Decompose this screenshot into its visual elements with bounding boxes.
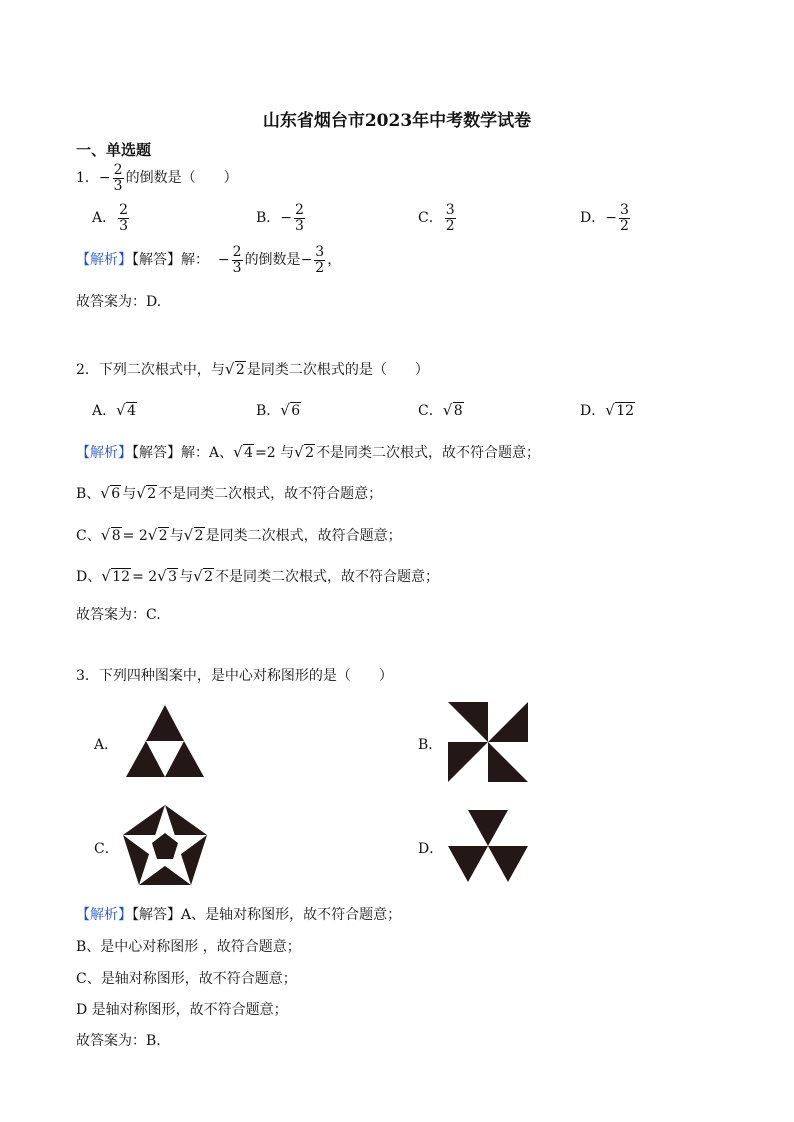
radicand: 3 (168, 569, 178, 585)
line-mid: 与 (179, 569, 194, 585)
analysis-neg: − (300, 252, 313, 269)
analysis-den: 2 (315, 259, 325, 276)
q1-option-c (418, 203, 458, 233)
figure-d-top-triangle (468, 810, 508, 846)
sqrt (606, 403, 635, 419)
sqrt (102, 569, 131, 585)
analysis-fraction (314, 245, 325, 275)
figure-d-triforce-inverted (444, 808, 532, 884)
figure-b-blade-3 (488, 742, 528, 782)
q1-option-a (92, 203, 131, 233)
q1-num: 2 (113, 162, 123, 178)
figure-b-blade-2 (488, 702, 528, 742)
q3-label-c: C． (94, 841, 119, 857)
q2-analysis-line2 (76, 483, 382, 503)
q2-stem-a: 下列二次根式中，与 (98, 362, 225, 378)
analysis-tag: 【解析】 (76, 252, 132, 269)
q3-label-d: D． (418, 841, 444, 857)
option-den: 3 (119, 217, 129, 234)
q3-number: 3． (76, 668, 99, 684)
radicand: 2 (204, 569, 213, 585)
analysis-den: 3 (232, 259, 242, 276)
q1-analysis (76, 245, 341, 275)
radicand: 8 (111, 528, 121, 544)
analysis-num: 2 (232, 244, 242, 260)
radicand: 4 (244, 445, 254, 461)
q1-neg: − (98, 170, 111, 187)
option-fraction (619, 203, 630, 233)
analysis-num: 3 (315, 244, 325, 260)
radicand: 2 (194, 528, 204, 544)
line-text: 【解答】A、是轴对称图形，故不符合题意； (132, 907, 402, 923)
sqrt (101, 486, 121, 502)
line-mid: = 2 (132, 569, 158, 585)
q3-stem-text: 下列四种图案中，是中心对称图形的是（ ） (98, 668, 393, 684)
option-label: B． (256, 210, 281, 227)
analysis-tag: 【解析】 (76, 445, 132, 461)
radicand: 2 (147, 486, 157, 502)
q2-option-d (580, 400, 636, 420)
sqrt (295, 445, 315, 461)
q3-label-a: A． (94, 737, 119, 753)
line-tail: 不是同类二次根式，故不符合题意； (158, 486, 383, 502)
analysis-neg: − (217, 252, 230, 269)
line-tail: 不是同类二次根式，故不符合题意； (215, 569, 439, 585)
option-label: D． (580, 210, 606, 227)
analysis-head: 【解答】解： (132, 252, 209, 269)
sqrt (226, 362, 246, 378)
radicand: 2 (235, 362, 245, 378)
analysis-mid: 的倒数是 (244, 252, 301, 269)
radicand: 12 (616, 403, 635, 419)
q3-label-b: B． (418, 737, 443, 753)
line-head: C、 (76, 528, 101, 544)
q1-fraction (113, 163, 124, 193)
option-neg: − (280, 210, 293, 227)
option-fraction (445, 203, 456, 233)
line-mid: = 2 (122, 528, 148, 544)
sqrt (158, 569, 178, 585)
option-label: D． (580, 403, 606, 419)
q2-stem (76, 359, 429, 379)
option-num: 2 (119, 202, 129, 218)
q1-number: 1． (76, 170, 99, 187)
option-label: C． (418, 210, 443, 227)
q2-answer: 故答案为：C. (76, 607, 161, 623)
q1-den: 3 (113, 177, 123, 194)
line-mid: 与 (122, 486, 137, 502)
page-title: 山东省烟台市2023年中考数学试卷 (262, 111, 532, 131)
sqrt (185, 528, 205, 544)
radicand: 12 (112, 569, 131, 585)
radicand: 2 (305, 445, 315, 461)
q2-analysis-line1 (76, 442, 540, 462)
q1-option-d (580, 203, 632, 233)
sqrt (234, 445, 254, 461)
option-den: 2 (445, 217, 455, 234)
figure-a-left-triangle (126, 741, 165, 777)
line-mid: 与 (169, 528, 184, 544)
option-den: 3 (295, 217, 304, 234)
line-head: D、 (76, 569, 102, 585)
sqrt (194, 569, 214, 585)
line-tail: 不是同类二次根式，故不符合题意； (316, 445, 541, 461)
option-den: 2 (619, 217, 629, 234)
option-neg: − (605, 210, 617, 227)
q3-stem (76, 665, 393, 685)
analysis-end: ， (327, 252, 342, 269)
q2-option-a (92, 400, 138, 420)
sqrt (444, 403, 464, 419)
sqrt (102, 528, 122, 544)
radicand: 2 (158, 528, 168, 544)
option-fraction (118, 203, 129, 233)
q2-analysis-line3 (76, 525, 402, 545)
sqrt (281, 403, 301, 419)
option-label: B． (256, 403, 281, 419)
line-head: 【解答】解：A、 (132, 445, 234, 461)
line-mid: =2 与 (255, 445, 295, 461)
q2-option-b (256, 400, 302, 420)
figure-d-left-triangle (448, 846, 488, 882)
option-label: A． (92, 403, 117, 419)
q3-analysis-line4: D 是轴对称图形，故不符合题意； (76, 1002, 288, 1018)
sqrt (137, 486, 157, 502)
figure-b-blade-4 (448, 742, 488, 782)
q2-option-c (418, 400, 465, 420)
figure-b-blade-1 (448, 702, 488, 742)
option-fraction (294, 203, 305, 233)
q3-analysis-line3: C、是轴对称图形，故不符合题意； (76, 971, 297, 987)
q1-stem (76, 163, 238, 193)
q3-answer: 故答案为：B. (76, 1033, 161, 1049)
radicand: 6 (291, 403, 301, 419)
sqrt (149, 528, 169, 544)
option-num: 3 (619, 202, 629, 218)
q1-answer: 故答案为：D. (76, 294, 162, 310)
analysis-fraction (232, 245, 243, 275)
option-label: A． (92, 210, 117, 227)
figure-c-pentagon-star (120, 803, 210, 889)
q2-number: 2． (76, 362, 99, 378)
q3-analysis-line2: B、是中心对称图形 ，故符合题意； (76, 939, 301, 955)
radicand: 6 (111, 486, 121, 502)
q1-stem-tail: 的倒数是（ ） (125, 170, 238, 187)
option-num: 3 (445, 202, 455, 218)
q1-option-b (256, 203, 307, 233)
q2-stem-b: 是同类二次根式的是（ ） (246, 362, 429, 378)
section-heading: 一、单选题 (76, 141, 152, 159)
radicand: 8 (453, 403, 463, 419)
q2-analysis-line4 (76, 566, 439, 586)
sqrt (117, 403, 137, 419)
option-label: C． (418, 403, 443, 419)
figure-a-triforce (122, 703, 208, 779)
analysis-tag: 【解析】 (76, 907, 132, 923)
figure-b-pinwheel (446, 700, 530, 784)
radicand: 4 (127, 403, 137, 419)
figure-a-top-triangle (146, 705, 184, 741)
figure-d-right-triangle (488, 846, 528, 882)
q3-analysis-line1 (76, 904, 401, 924)
line-tail: 是同类二次根式，故符合题意； (205, 528, 402, 544)
line-head: B、 (76, 486, 101, 502)
figure-a-right-triangle (165, 741, 204, 777)
option-num: 2 (295, 202, 304, 218)
